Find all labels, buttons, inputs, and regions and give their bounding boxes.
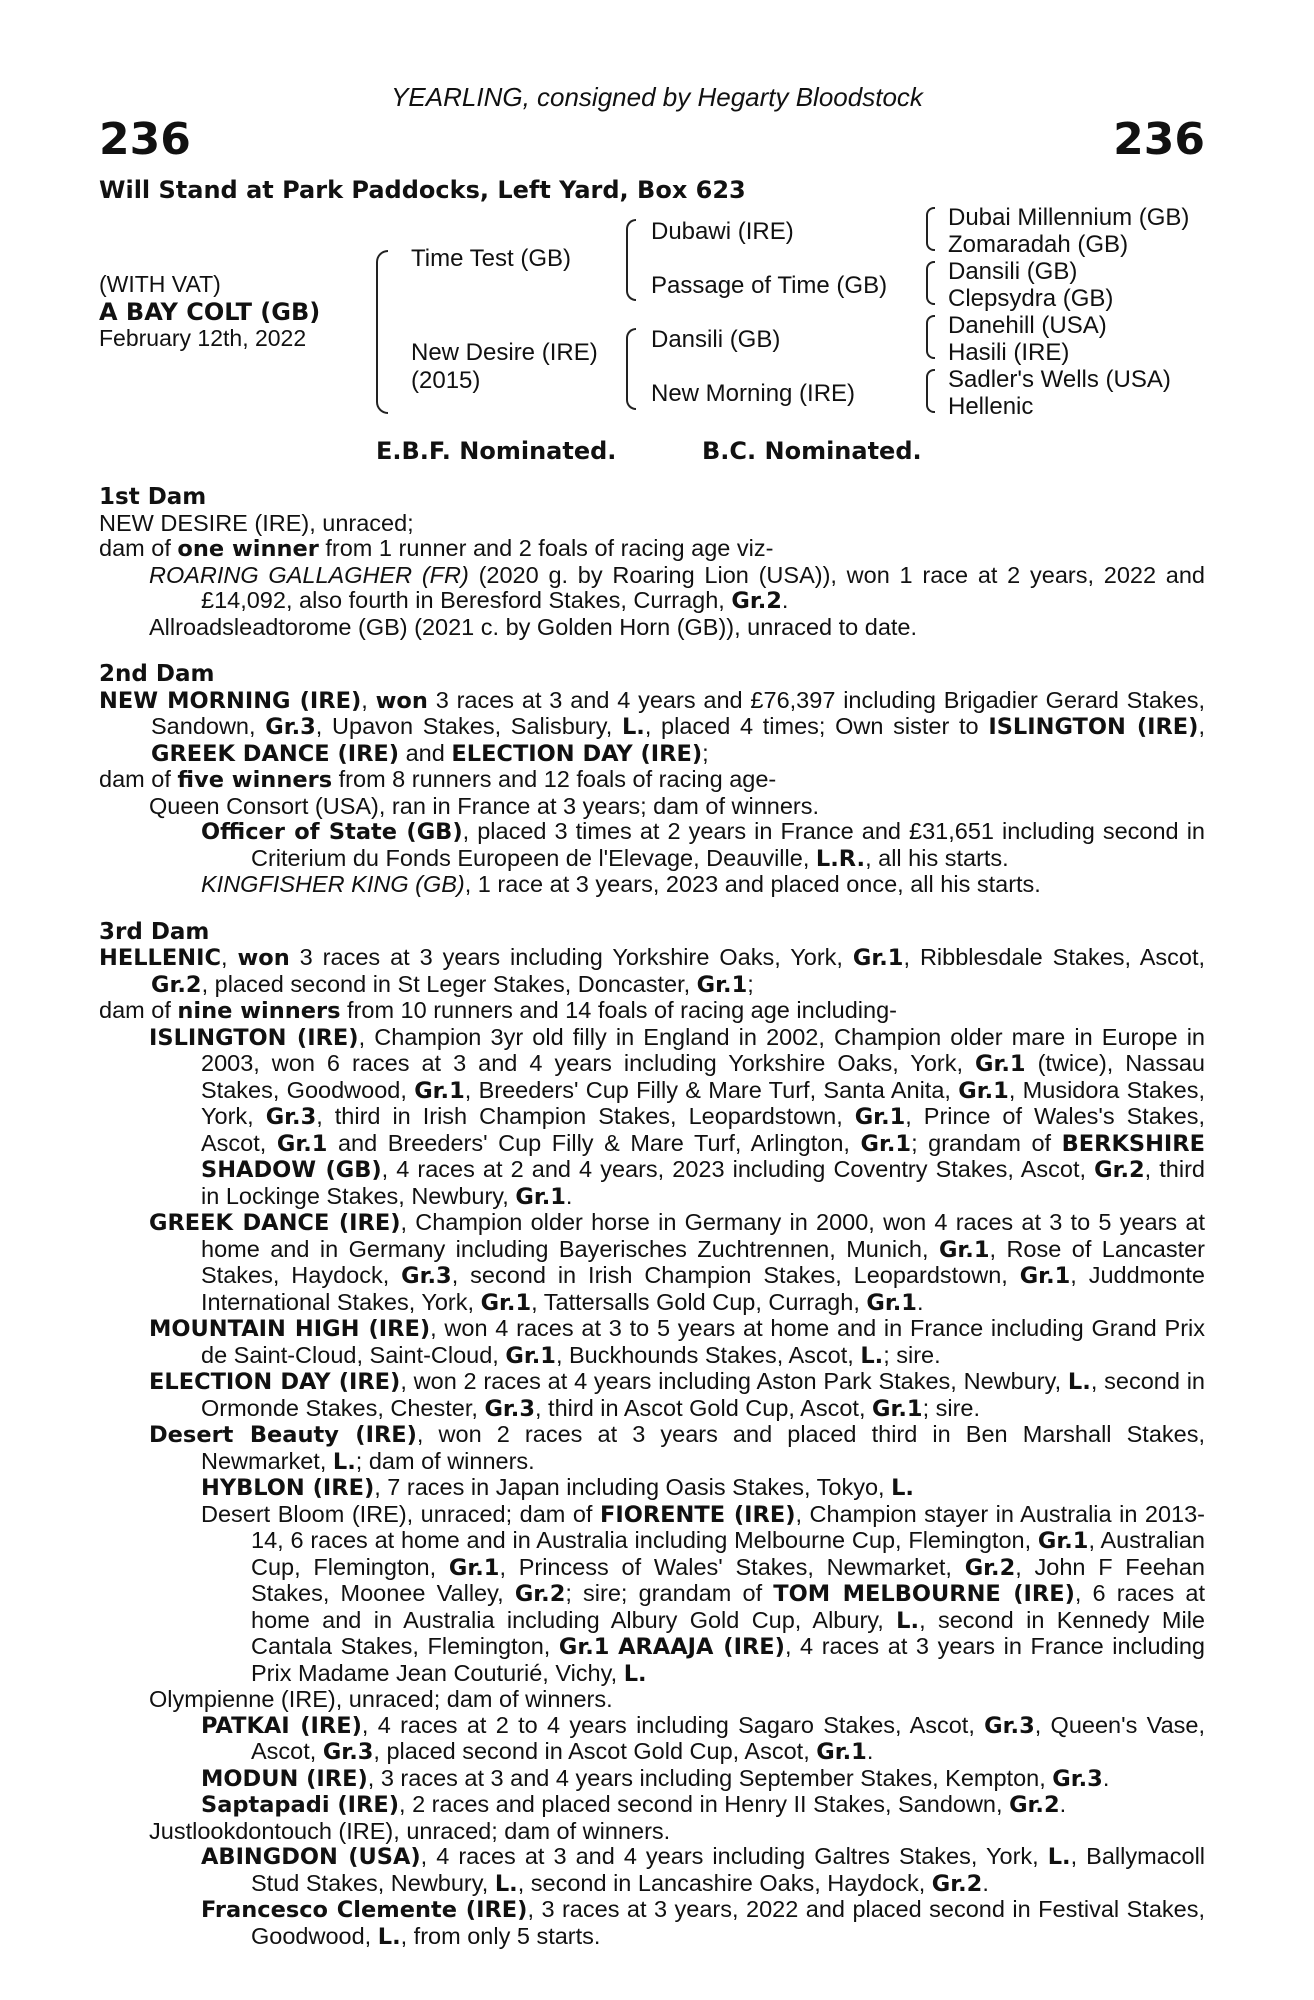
pedigree-entry — [99, 945, 1205, 998]
bold-name: Gr.1 — [860, 1130, 912, 1157]
bold-name: Gr.3 — [984, 1712, 1035, 1739]
pedigree-entry — [99, 1819, 1205, 1845]
bold-name: FIORENTE (IRE) — [599, 1501, 796, 1528]
bold-name: Gr.3 — [401, 1263, 452, 1289]
pedigree-entry — [99, 1369, 1205, 1422]
text-run: , John F Feehan Stakes, Moonee Valley, — [251, 1553, 1205, 1606]
bold-name: Gr.1 — [448, 1554, 500, 1581]
pedigree-g4-2: Zomaradah (GB) — [948, 231, 1129, 258]
pedigree-entry — [99, 1475, 1205, 1502]
text-run: . — [916, 1288, 924, 1315]
text-run: Desert Bloom (IRE), unraced; dam of — [201, 1500, 600, 1527]
text-run: , Champion stayer in Australia in 2013-14, 6 races at home and in Australia including Melbourne Cup, Flemington, — [251, 1500, 1205, 1553]
bold-name: nine winners — [177, 998, 341, 1024]
text-run: , placed second in Ascot Gold Cup, Ascot, — [373, 1738, 817, 1764]
bold-name: Gr.1 — [852, 945, 904, 971]
bold-name: Gr.1 — [938, 1236, 990, 1263]
pedigree-sire-sire: Dubawi (IRE) — [651, 218, 794, 245]
bold-name: Gr.2 — [1009, 1792, 1060, 1818]
pedigree-g4-7: Sadler's Wells (USA) — [948, 366, 1171, 393]
bold-name: Gr.2 — [931, 1870, 983, 1897]
lot-number-left: 236 — [99, 114, 191, 165]
bold-name: Gr.1 — [515, 1183, 566, 1210]
text-run: , 2 races and placed second in Henry II Stakes, Sandown, — [399, 1791, 1010, 1817]
pedigree-sire: Time Test (GB) — [411, 245, 572, 272]
bold-name: Gr.3 — [265, 1104, 317, 1130]
bold-name: five winners — [177, 767, 333, 793]
text-run: , placed second in St Leger Stakes, Doncaster, — [201, 970, 697, 997]
pedigree-entry — [99, 1792, 1205, 1819]
text-run: , 4 races at 2 and 4 years, 2023 including Coventry Stakes, Ascot, — [381, 1156, 1095, 1182]
text-run: from 1 runner and 2 foals of racing age viz- — [318, 535, 774, 561]
bold-name: L.R. — [815, 845, 866, 872]
bold-name: Saptapadi (IRE) — [201, 1792, 400, 1818]
text-run: , third in Ascot Gold Cup, Ascot, — [535, 1394, 872, 1421]
bold-name: Gr.2 — [731, 588, 782, 614]
bold-name: GREEK DANCE (IRE) — [149, 1210, 401, 1236]
bold-name: Gr.1 — [414, 1077, 465, 1104]
text-run: (2020 g. by Roaring Lion (USA)), won 1 race at 2 years, 2022 and £14,092, also fourth in Beresford Stakes, Curragh, — [201, 561, 1205, 613]
bold-name: Gr.1 — [872, 1395, 923, 1422]
italic-name: KINGFISHER KING (GB) — [201, 871, 465, 897]
text-run: from 8 runners and 12 foals of racing age- — [332, 766, 777, 792]
brace-sire — [626, 219, 636, 301]
text-run: , 4 races at 2 to 4 years including Sagaro Stakes, Ascot, — [361, 1711, 985, 1738]
text-run: , second in Ormonde Stakes, Chester, — [201, 1368, 1205, 1421]
pedigree-dam-year: (2015) — [411, 367, 481, 394]
pedigree-entry — [99, 1210, 1205, 1316]
bold-name: ARAAJA (IRE) — [618, 1634, 785, 1660]
bold-name: ABINGDON (USA) — [201, 1844, 421, 1870]
text-run: Allroadsleadtorome (GB) (2021 c. by Golden Horn (GB)), unraced to date. — [149, 613, 918, 640]
bold-name: Gr.1 — [1019, 1263, 1071, 1289]
text-run: , Rose of Lancaster Stakes, Haydock, — [201, 1235, 1205, 1288]
bold-name: Gr.1 — [696, 971, 748, 998]
bold-name: ELECTION DAY (IRE) — [149, 1369, 401, 1395]
text-run: , second in Lancashire Oaks, Haydock, — [517, 1869, 932, 1896]
pedigree-entry — [99, 794, 1205, 820]
bold-name: ISLINGTON (IRE) — [988, 714, 1199, 740]
text-run: , Musidora Stakes, York, — [201, 1076, 1206, 1129]
pedigree-entry — [99, 615, 1205, 641]
text-run: ; dam of winners. — [355, 1447, 535, 1474]
pedigree-entry — [99, 1713, 1205, 1766]
text-run: from 10 runners and 14 foals of racing age including- — [340, 997, 897, 1023]
text-run: . — [781, 587, 789, 613]
bold-name: ISLINGTON (IRE) — [149, 1024, 359, 1051]
text-run: , 3 races at 3 years, 2022 and placed second in Festival Stakes, Goodwood, — [251, 1896, 1205, 1949]
text-run: , Princess of Wales' Stakes, Newmarket, — [499, 1553, 965, 1580]
foaling-date: February 12th, 2022 — [99, 325, 307, 351]
text-run: ; sire. — [922, 1394, 981, 1421]
pedigree-entry — [99, 688, 1205, 768]
bold-name: GREEK DANCE (IRE) — [151, 740, 400, 767]
bold-name: Gr.1 — [276, 1130, 328, 1157]
text-run: . — [1059, 1791, 1067, 1817]
italic-name: ROARING GALLAGHER (FR) — [149, 561, 469, 588]
catalogue-body — [99, 485, 1205, 1950]
third-dam-entries — [99, 945, 1205, 1950]
text-run: 3 races at 3 and 4 years and £76,397 including Brigadier Gerard Stakes, Sandown, — [151, 686, 1205, 739]
bold-name: NEW MORNING (IRE) — [99, 687, 362, 714]
stabling-location: Will Stand at Park Paddocks, Left Yard, Box 623 — [99, 176, 746, 204]
bold-name: L. — [860, 1342, 884, 1369]
bold-name: Gr.2 — [151, 971, 202, 998]
text-run: , — [361, 686, 376, 713]
text-run: , placed 4 times; Own sister to — [644, 713, 989, 739]
text-run: 3 races at 3 years including Yorkshire Oaks, York, — [289, 944, 853, 970]
pedigree-entry — [99, 1502, 1205, 1688]
consignment-line: YEARLING, consigned by Hegarty Bloodstock — [391, 82, 923, 112]
text-run: , Champion 3yr old filly in England in 2002, Champion older mare in Europe in 2003, won 6 races at 3 and 4 years including Yorkshire Oaks, York, — [201, 1023, 1205, 1076]
bold-name: BERKSHIRE SHADOW (GB) — [201, 1130, 1205, 1183]
bold-name: Gr.2 — [964, 1554, 1016, 1581]
text-run: , from only 5 starts. — [400, 1922, 601, 1949]
bold-name: L. — [623, 1660, 647, 1687]
bold-name: PATKAI (IRE) — [201, 1712, 362, 1739]
pedigree-dam-sire: Dansili (GB) — [651, 326, 781, 353]
first-dam-name: NEW DESIRE (IRE), unraced; — [99, 509, 414, 536]
text-run: , won 2 races at 3 years and placed third in Ben Marshall Stakes, Newmarket, — [201, 1421, 1205, 1474]
text-run: , all his starts. — [865, 844, 1009, 871]
text-run: , — [1198, 713, 1205, 739]
bold-name: Gr.1 — [505, 1342, 556, 1369]
text-run: , Breeders' Cup Filly & Mare Turf, Santa Anita, — [464, 1076, 959, 1103]
bold-name: Gr.3 — [484, 1395, 535, 1422]
bold-name: ELECTION DAY (IRE) — [451, 740, 703, 767]
text-run: and — [399, 739, 452, 766]
text-run: . — [982, 1869, 989, 1896]
bold-name: HYBLON (IRE) — [201, 1475, 375, 1501]
bold-name: Gr.1 — [558, 1634, 610, 1660]
bold-name: L. — [494, 1870, 518, 1897]
pedigree-dam-dam: New Morning (IRE) — [651, 380, 856, 407]
bold-name: MOUNTAIN HIGH (IRE) — [149, 1316, 431, 1342]
text-run: Queen Consort (USA), ran in France at 3 years; dam of winners. — [149, 792, 820, 819]
second-dam-title: 2nd Dam — [99, 661, 215, 687]
text-run: , Champion older horse in Germany in 2000, won 4 races at 3 to 5 years at home and in Germany including Bayerisches Zuchtrennen, Munich, — [201, 1209, 1205, 1262]
pedigree-entry — [99, 819, 1205, 872]
bold-name: Gr.2 — [514, 1581, 566, 1607]
bold-name: won — [375, 687, 428, 714]
text-run: , Australian Cup, Flemington, — [251, 1527, 1205, 1580]
horse-name: A BAY COLT (GB) — [99, 298, 321, 326]
pedigree-entry — [99, 1687, 1205, 1713]
text-run: ; — [702, 739, 709, 766]
text-run: , second in Irish Champion Stakes, Leopardstown, — [451, 1262, 1020, 1288]
text-run: , Queen's Vase, Ascot, — [251, 1711, 1205, 1764]
text-run: ; sire; grandam of — [565, 1580, 774, 1606]
pedigree-entry — [99, 1844, 1205, 1897]
brace-gen1 — [376, 250, 388, 414]
pedigree-entry — [99, 1422, 1205, 1475]
text-run: , 6 races at home and in Australia including Albury Gold Cup, Albury, — [251, 1580, 1206, 1633]
first-dam-produce-summary — [99, 536, 1205, 563]
bold-name: L. — [1047, 1844, 1071, 1870]
bold-name: Gr.1 — [480, 1289, 532, 1316]
bold-name: L. — [896, 1607, 920, 1634]
ebf-nomination: E.B.F. Nominated. — [376, 437, 617, 465]
text-run — [609, 1633, 618, 1659]
bold-name: L. — [1067, 1369, 1091, 1395]
text-run: , won 2 races at 4 years including Aston Park Stakes, Newbury, — [400, 1368, 1068, 1394]
brace-dam — [626, 328, 636, 410]
text-run: (twice), Nassau Stakes, Goodwood, — [201, 1050, 1205, 1103]
bold-name: Francesco Clemente (IRE) — [201, 1897, 528, 1923]
bold-name: one winner — [177, 536, 319, 562]
pedigree-entry — [99, 563, 1205, 615]
third-dam-title: 3rd Dam — [99, 918, 210, 945]
bold-name: HELLENIC — [99, 945, 221, 971]
bold-name: Gr.3 — [322, 1739, 374, 1765]
bold-name: Gr.1 — [975, 1051, 1026, 1077]
first-dam-entries — [99, 563, 1205, 641]
pedigree-g4-3: Dansili (GB) — [948, 258, 1078, 285]
text-run: dam of — [99, 535, 178, 561]
second-dam-entries — [99, 688, 1205, 898]
text-run: Justlookdontouch (IRE), unraced; dam of winners. — [149, 1817, 671, 1844]
text-run: ; — [747, 970, 754, 997]
text-run: , 3 races at 3 and 4 years including September Stakes, Kempton, — [367, 1764, 1053, 1791]
bold-name: Gr.3 — [1052, 1765, 1103, 1792]
pedigree-g4-5: Danehill (USA) — [948, 312, 1107, 339]
first-dam-title: 1st Dam — [99, 484, 207, 510]
bc-nomination: B.C. Nominated. — [702, 437, 922, 465]
bold-name: L. — [332, 1448, 356, 1475]
text-run: . — [1102, 1764, 1110, 1791]
pedigree-entry — [99, 767, 1205, 794]
text-run: , 7 races in Japan including Oasis Stakes, Tokyo, — [374, 1474, 892, 1500]
bold-name: L. — [891, 1475, 914, 1501]
brace-g4-3 — [926, 315, 935, 359]
text-run: , third in Irish Champion Stakes, Leopardstown, — [316, 1103, 855, 1129]
bold-name: Gr.1 — [1037, 1528, 1089, 1554]
pedigree-g4-6: Hasili (IRE) — [948, 339, 1070, 366]
text-run: Olympienne (IRE), unraced; dam of winners. — [149, 1686, 613, 1712]
lot-number-right: 236 — [1113, 114, 1205, 165]
text-run: dam of — [99, 997, 178, 1023]
text-run: , Buckhounds Stakes, Ascot, — [555, 1341, 861, 1368]
bold-name: Gr.1 — [958, 1077, 1009, 1104]
text-run: ; sire. — [883, 1341, 941, 1368]
pedigree-g4-1: Dubai Millennium (GB) — [948, 204, 1190, 231]
pedigree-entry — [99, 1897, 1205, 1950]
text-run: , — [220, 944, 238, 970]
bold-name: L. — [621, 714, 645, 740]
pedigree-entry — [99, 1766, 1205, 1793]
text-run: . — [866, 1738, 874, 1764]
pedigree-entry — [99, 998, 1205, 1025]
bold-name: L. — [377, 1923, 401, 1950]
vat-note: (WITH VAT) — [99, 271, 221, 297]
text-run: , third in Lockinge Stakes, Newbury, — [201, 1156, 1205, 1209]
bold-name: Gr.1 — [866, 1289, 917, 1316]
text-run: , Juddmonte International Stakes, York, — [201, 1262, 1205, 1315]
text-run: , Ballymacoll Stud Stakes, Newbury, — [251, 1843, 1206, 1896]
pedigree-dam: New Desire (IRE) — [411, 339, 598, 366]
text-run: , 4 races at 3 years in France including Prix Madame Jean Couturié, Vichy, — [251, 1633, 1205, 1686]
bold-name: MODUN (IRE) — [201, 1765, 368, 1792]
text-run: dam of — [99, 766, 178, 792]
bold-name: Desert Beauty (IRE) — [149, 1422, 417, 1448]
bold-name: Gr.3 — [265, 714, 316, 740]
text-run: , Upavon Stakes, Salisbury, — [315, 713, 622, 739]
bold-name: TOM MELBOURNE (IRE) — [773, 1581, 1075, 1607]
pedigree-entry — [99, 1316, 1205, 1369]
text-run: , won 4 races at 3 to 5 years at home and in France including Grand Prix de Saint-Cloud, Saint-Cloud, — [201, 1315, 1205, 1368]
pedigree-entry — [99, 872, 1205, 898]
bold-name: Gr.1 — [816, 1739, 867, 1765]
pedigree-entry — [99, 1025, 1205, 1211]
bold-name: Gr.1 — [854, 1104, 906, 1130]
pedigree-g4-4: Clepsydra (GB) — [948, 285, 1114, 312]
bold-name: Gr.2 — [1094, 1157, 1145, 1183]
text-run: , Prince of Wales's Stakes, Ascot, — [201, 1103, 1205, 1156]
text-run: , Ribblesdale Stakes, Ascot, — [903, 944, 1206, 970]
text-run: , second in Kennedy Mile Cantala Stakes, Flemington, — [251, 1606, 1205, 1659]
text-run: ; grandam of — [911, 1129, 1062, 1156]
text-run: . — [565, 1182, 573, 1209]
text-run: , placed 3 times at 2 years in France and £31,651 including second in Criterium du Fonds Europeen de l'Elevage, Deauville, — [251, 818, 1205, 871]
bold-name: won — [237, 945, 290, 971]
text-run: , 1 race at 3 years, 2023 and placed once, all his starts. — [464, 871, 1041, 897]
text-run: , 4 races at 3 and 4 years including Galtres Stakes, York, — [420, 1843, 1048, 1869]
brace-g4-4 — [926, 369, 935, 413]
text-run: and Breeders' Cup Filly & Mare Turf, Arlington, — [327, 1129, 861, 1156]
brace-g4-2 — [926, 261, 935, 305]
bold-name: Officer of State (GB) — [201, 819, 463, 845]
pedigree-g4-8: Hellenic — [948, 393, 1034, 420]
pedigree-sire-dam: Passage of Time (GB) — [651, 272, 888, 299]
text-run: , Tattersalls Gold Cup, Curragh, — [531, 1288, 867, 1315]
brace-g4-1 — [926, 207, 935, 251]
